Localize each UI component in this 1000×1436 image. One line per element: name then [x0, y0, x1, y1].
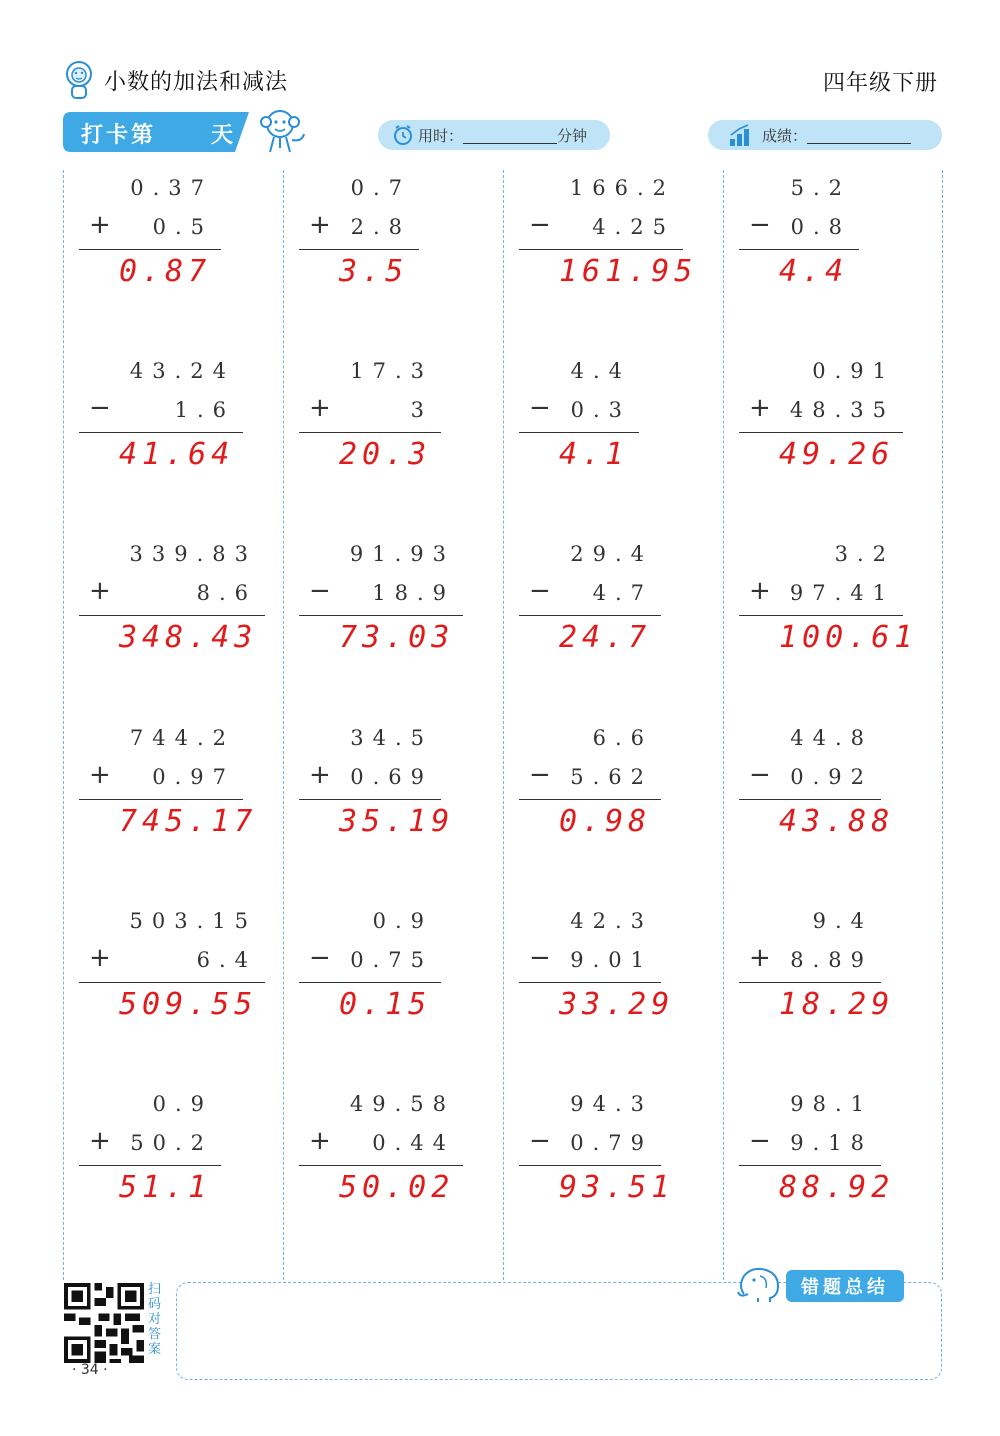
minuend-number: 5.2 — [790, 176, 851, 200]
minuend-number: 503.15 — [129, 909, 257, 933]
plus-sign: + — [309, 210, 331, 240]
minuend-number: 166.2 — [569, 176, 675, 200]
operand-number: 0.92 — [790, 765, 873, 789]
handwritten-answer: 93.51 — [559, 1170, 675, 1205]
minus-sign: − — [529, 210, 551, 240]
clock-icon — [392, 124, 414, 146]
sum-line — [79, 799, 243, 800]
minuend-number: 34.5 — [350, 726, 433, 750]
operand-number: 6.4 — [196, 948, 257, 972]
monkey-mascot-icon — [256, 104, 308, 156]
plus-sign: + — [89, 576, 111, 606]
time-unit: 分钟 — [557, 126, 588, 145]
minus-sign: − — [309, 943, 331, 973]
scan-for-answers-label: 扫码对答案 — [148, 1282, 162, 1357]
handwritten-answer: 88.92 — [779, 1170, 895, 1205]
minuend-number: 91.93 — [349, 542, 455, 566]
minus-sign: − — [529, 760, 551, 790]
plus-sign: + — [309, 760, 331, 790]
handwritten-answer: 41.64 — [119, 437, 235, 472]
minus-sign: − — [529, 576, 551, 606]
problem-cell — [295, 353, 505, 513]
operand-number: 97.41 — [789, 581, 895, 605]
time-input-line[interactable] — [463, 127, 557, 144]
handwritten-answer: 50.02 — [339, 1170, 455, 1205]
operand-number: 8.89 — [790, 948, 873, 972]
minus-sign: − — [529, 943, 551, 973]
handwritten-answer: 73.03 — [339, 620, 455, 655]
mistake-summary-label: 错题总结 — [786, 1270, 904, 1302]
problem-cell — [295, 720, 505, 880]
plus-sign: + — [309, 393, 331, 423]
operand-number: 0.8 — [790, 215, 851, 239]
sum-line — [79, 1165, 221, 1166]
lion-mascot-icon — [62, 60, 96, 100]
problem-cell — [735, 536, 945, 696]
sum-line — [299, 615, 463, 616]
sum-line — [519, 799, 661, 800]
handwritten-answer: 0.87 — [119, 254, 212, 289]
operand-number: 0.5 — [152, 215, 213, 239]
minuend-number: 744.2 — [129, 726, 235, 750]
minuend-number: 0.9 — [372, 909, 433, 933]
problem-cell — [75, 536, 285, 696]
plus-sign: + — [89, 943, 111, 973]
minus-sign: − — [89, 393, 111, 423]
handwritten-answer: 51.1 — [119, 1170, 212, 1205]
sum-line — [739, 799, 881, 800]
problem-cell — [75, 903, 285, 1063]
handwritten-answer: 4.1 — [559, 437, 629, 472]
day-suffix: 天 — [211, 123, 234, 148]
problem-cell — [735, 170, 945, 330]
sum-line — [299, 799, 441, 800]
operand-number: 0.69 — [350, 765, 433, 789]
problem-cell — [515, 903, 725, 1063]
sum-line — [79, 615, 265, 616]
problem-cell — [75, 170, 285, 330]
qr-code[interactable] — [64, 1283, 144, 1363]
day-checkin-banner — [63, 112, 249, 152]
score-field — [708, 120, 942, 150]
operand-number: 0.75 — [350, 948, 433, 972]
problem-grid — [63, 170, 943, 1280]
sum-line — [519, 249, 683, 250]
minuend-number: 98.1 — [790, 1092, 873, 1116]
minuend-number: 43.24 — [129, 359, 235, 383]
problem-cell — [75, 1086, 285, 1246]
handwritten-answer: 3.5 — [339, 254, 409, 289]
plus-sign: + — [89, 1126, 111, 1156]
operand-number: 4.7 — [592, 581, 653, 605]
minus-sign: − — [309, 576, 331, 606]
operand-number: 1.6 — [174, 398, 235, 422]
minus-sign: − — [529, 393, 551, 423]
operand-number: 3 — [410, 398, 433, 422]
problem-cell — [295, 903, 505, 1063]
operand-number: 8.6 — [196, 581, 257, 605]
problem-cell — [735, 353, 945, 513]
sum-line — [739, 432, 903, 433]
elephant-icon — [734, 1264, 786, 1304]
minuend-number: 0.91 — [812, 359, 895, 383]
minus-sign: − — [749, 1126, 771, 1156]
handwritten-answer: 18.29 — [779, 987, 895, 1022]
handwritten-answer: 35.19 — [339, 804, 455, 839]
sum-line — [739, 249, 859, 250]
page-title: 小数的加法和减法 — [104, 69, 289, 95]
time-label: 用时： — [418, 126, 464, 145]
operand-number: 5.62 — [570, 765, 653, 789]
operand-number: 9.01 — [570, 948, 653, 972]
sum-line — [299, 982, 441, 983]
plus-sign: + — [749, 943, 771, 973]
minuend-number: 0.9 — [152, 1092, 213, 1116]
plus-sign: + — [309, 1126, 331, 1156]
handwritten-answer: 745.17 — [119, 804, 258, 839]
minuend-number: 49.58 — [349, 1092, 455, 1116]
minus-sign: − — [529, 1126, 551, 1156]
score-input-line[interactable] — [807, 127, 911, 144]
operand-number: 48.35 — [789, 398, 895, 422]
handwritten-answer: 0.15 — [339, 987, 432, 1022]
operand-number: 0.97 — [152, 765, 235, 789]
minuend-number: 339.83 — [129, 542, 257, 566]
minus-sign: − — [749, 210, 771, 240]
sum-line — [739, 615, 903, 616]
grade-label: 四年级下册 — [822, 71, 938, 96]
problem-cell — [735, 720, 945, 880]
sum-line — [79, 982, 265, 983]
page-number: · 34 · — [72, 1362, 108, 1378]
plus-sign: + — [749, 576, 771, 606]
sum-line — [739, 1165, 881, 1166]
problem-cell — [515, 720, 725, 880]
sum-line — [299, 249, 419, 250]
sum-line — [519, 615, 661, 616]
problem-cell — [515, 353, 725, 513]
handwritten-answer: 100.61 — [779, 620, 918, 655]
handwritten-answer: 49.26 — [779, 437, 895, 472]
plus-sign: + — [749, 393, 771, 423]
minus-sign: − — [749, 760, 771, 790]
minuend-number: 3.2 — [834, 542, 895, 566]
sum-line — [299, 432, 441, 433]
column-divider — [63, 170, 64, 1280]
problem-cell — [515, 1086, 725, 1246]
problem-cell — [515, 170, 725, 330]
minuend-number: 44.8 — [790, 726, 873, 750]
handwritten-answer: 4.4 — [779, 254, 849, 289]
minuend-number: 29.4 — [570, 542, 653, 566]
minuend-number: 4.4 — [570, 359, 631, 383]
operand-number: 0.79 — [570, 1131, 653, 1155]
operand-number: 2.8 — [350, 215, 411, 239]
operand-number: 50.2 — [130, 1131, 213, 1155]
plus-sign: + — [89, 210, 111, 240]
operand-number: 18.9 — [372, 581, 455, 605]
minuend-number: 17.3 — [350, 359, 433, 383]
time-field — [378, 120, 610, 150]
sum-line — [79, 249, 221, 250]
sum-line — [519, 982, 661, 983]
handwritten-answer: 348.43 — [119, 620, 258, 655]
handwritten-answer: 509.55 — [119, 987, 258, 1022]
problem-cell — [735, 903, 945, 1063]
operand-number: 0.44 — [372, 1131, 455, 1155]
problem-cell — [295, 170, 505, 330]
minuend-number: 94.3 — [570, 1092, 653, 1116]
score-label: 成绩： — [762, 126, 808, 145]
day-label: 打卡第 — [81, 123, 157, 148]
operand-number: 0.3 — [570, 398, 631, 422]
problem-cell — [735, 1086, 945, 1246]
plus-sign: + — [89, 760, 111, 790]
minuend-number: 0.37 — [130, 176, 213, 200]
operand-number: 9.18 — [790, 1131, 873, 1155]
handwritten-answer: 20.3 — [339, 437, 432, 472]
problem-cell — [75, 353, 285, 513]
handwritten-answer: 33.29 — [559, 987, 675, 1022]
minuend-number: 9.4 — [812, 909, 873, 933]
minuend-number: 0.7 — [350, 176, 411, 200]
chart-icon — [728, 123, 754, 147]
header-left — [62, 56, 288, 104]
sum-line — [519, 432, 639, 433]
problem-cell — [295, 536, 505, 696]
sum-line — [519, 1165, 661, 1166]
problem-cell — [515, 536, 725, 696]
sum-line — [299, 1165, 463, 1166]
sum-line — [739, 982, 881, 983]
problem-cell — [75, 720, 285, 880]
problem-cell — [295, 1086, 505, 1246]
handwritten-answer: 0.98 — [559, 804, 652, 839]
handwritten-answer: 43.88 — [779, 804, 895, 839]
operand-number: 4.25 — [592, 215, 675, 239]
handwritten-answer: 24.7 — [559, 620, 652, 655]
handwritten-answer: 161.95 — [559, 254, 698, 289]
minuend-number: 6.6 — [592, 726, 653, 750]
sum-line — [79, 432, 243, 433]
minuend-number: 42.3 — [570, 909, 653, 933]
